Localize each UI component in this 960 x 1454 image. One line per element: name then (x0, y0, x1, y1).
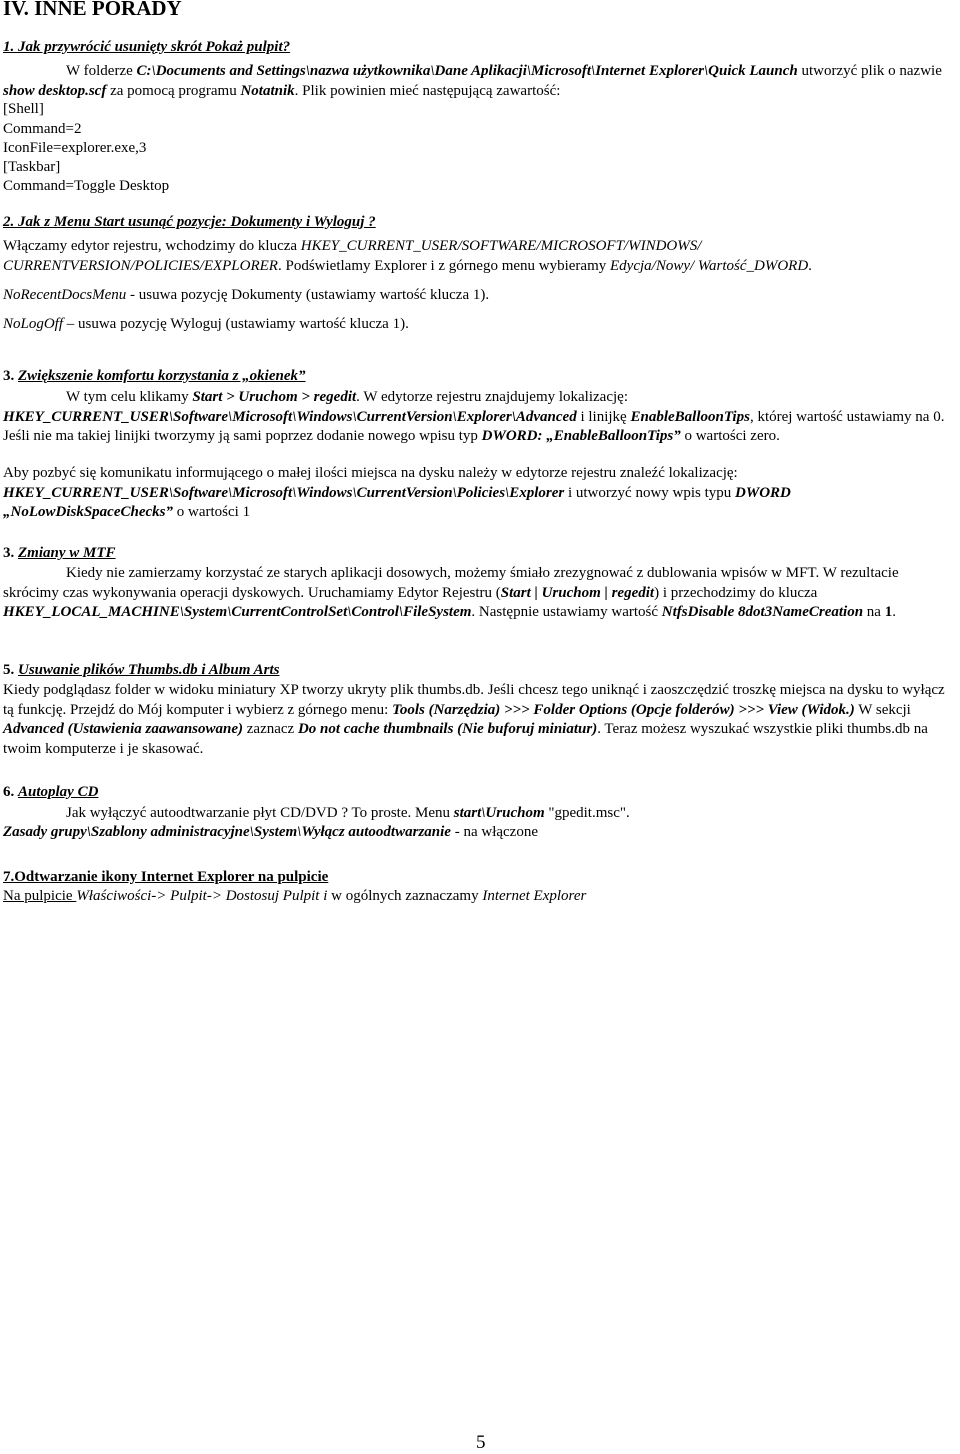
file-content-line: Command=Toggle Desktop (3, 178, 170, 194)
registry-value-line: NoRecentDocsMenu - usuwa pozycję Dokumenty (ustawiamy wartość klucza 1). (3, 287, 490, 303)
section-5-body: Kiedy podglądasz folder w widoku miniatury XP tworzy ukryty plik thumbs.db. Jeśli chcesz tego uniknąć i zaoszczędzić troszkę miejsca na dysku to wyłącz tą funkcję. Przejdź do Mój komputer i wybierz z górnego menu: Tools (Narzędzia) >>> Folder Options (Opcje folderów) >>> View (Widok.) W sekcji Advanced (Ustawienia zaawansowane) zaznacz Do not cache thumbnails (Nie buforuj miniatur). Teraz możesz wyszukać wszystkie pliki thumbs.db na twoim komputerze i je skasować. (3, 682, 945, 757)
menu-path: Edycja/Nowy/ Wartość_DWORD (610, 257, 809, 274)
file-content-line: [Taskbar] (3, 159, 61, 175)
quick-launch-path: C:\Documents and Settings\nazwa użytkownika\Dane Aplikacji\Microsoft\Internet Explorer\Quick Launch (136, 63, 798, 79)
section-mtf-title: 3. Zmiany w MTF (3, 545, 116, 561)
registry-key: HKEY_LOCAL_MACHINE\System\CurrentControlSet\Control\FileSystem (3, 604, 472, 620)
chapter-heading: IV. INNE PORADY (3, 0, 182, 20)
section-6-body: Jak wyłączyć autoodtwarzanie płyt CD/DVD ? To proste. Menu start\Uruchom "gpedit.msc". (66, 805, 630, 821)
file-name: show desktop.scf (3, 82, 107, 99)
file-content-line: [Shell] (3, 101, 44, 117)
section-2-title: 2. Jak z Menu Start usunąć pozycje: Dokumenty i Wyloguj ? (3, 214, 376, 230)
file-content-line: Command=2 (3, 121, 82, 137)
section-7-body: Na pulpicie Właściwości-> Pulpit-> Dostosuj Pulpit i w ogólnych zaznaczamy Internet Explorer (3, 888, 587, 904)
section-3-body-2: Aby pozbyć się komunikatu informującego o małej ilości miejsca na dysku należy w edytorze rejestru znaleźć lokalizację: HKEY_CURRENT_USER\Software\Microsoft\Windows\CurrentVersion\Policies\Explorer i utworzyć nowy wpis typu DWORD „NoLowDiskSpaceChecks” o wartości 1 (3, 465, 791, 520)
app-name: Notatnik (240, 82, 295, 99)
page-number: 5 (476, 1432, 486, 1453)
registry-key: HKEY_CURRENT_USER\Software\Microsoft\Windows\CurrentVersion\Explorer\Advanced (3, 408, 577, 425)
section-3-title: 3. Zwiększenie komfortu korzystania z „okienek” (3, 368, 306, 384)
section-1-title: 1. Jak przywrócić usunięty skrót Pokaż pulpit? (3, 39, 291, 55)
section-7-title: 7.Odtwarzanie ikony Internet Explorer na pulpicie (3, 869, 329, 885)
file-content-line: IconFile=explorer.exe,3 (3, 140, 147, 156)
section-3-body: W tym celu klikamy Start > Uruchom > regedit. W edytorze rejestru znajdujemy lokalizację: HKEY_CURRENT_USER\Software\Microsoft\Windows\CurrentVersion\Explorer\Advanced i linijkę EnableBalloonTips, której wartość ustawiamy na 0. Jeśli nie ma takiej linijki tworzymy ją sami poprzez dodanie nowego wpisu typ DWORD: „EnableBalloonTips” o wartości zero. (3, 389, 945, 444)
section-6-policy: Zasady grupy\Szablony administracyjne\System\Wyłącz autoodtwarzanie - na włączone (3, 824, 538, 840)
registry-value-line: NoLogOff – usuwa pozycję Wyloguj (ustawiamy wartość klucza 1). (3, 316, 409, 332)
section-6-title: 6. Autoplay CD (3, 784, 99, 800)
section-mtf-body: Kiedy nie zamierzamy korzystać ze starych aplikacji dosowych, możemy śmiało zrezygnować z dublowania wpisów w MFT. W rezultacie skrócimy czas wykonywania operacji dyskowych. Uruchamiamy Edytor Rejestru (Start | Uruchom | regedit) i przechodzimy do klucza HKEY_LOCAL_MACHINE\System\CurrentControlSet\Control\FileSystem. Następnie ustawiamy wartość NtfsDisable 8dot3NameCreation na 1. (3, 565, 899, 620)
section-2-body: Włączamy edytor rejestru, wchodzimy do klucza HKEY_CURRENT_USER/SOFTWARE/MICROSOFT/WINDOWS/ CURRENTVERSION/POLICIES/EXPLORER. Podświetlamy Explorer i z górnego menu wybieramy Edycja/Nowy/ Wartość_DWORD. (3, 238, 812, 274)
registry-key: HKEY_CURRENT_USER/SOFTWARE/MICROSOFT/WINDOWS/ CURRENTVERSION/POLICIES/EXPLORER (3, 238, 702, 274)
registry-key: HKEY_CURRENT_USER\Software\Microsoft\Windows\CurrentVersion\Policies\Explorer (3, 484, 565, 501)
section-5-title: 5. Usuwanie plików Thumbs.db i Album Arts (3, 662, 280, 678)
section-1-body: W folderze C:\Documents and Settings\nazwa użytkownika\Dane Aplikacji\Microsoft\Internet Explorer\Quick Launch utworzyć plik o nazwie show desktop.scf za pomocą programu Notatnik. Plik powinien mieć następującą zawartość: (3, 63, 942, 99)
